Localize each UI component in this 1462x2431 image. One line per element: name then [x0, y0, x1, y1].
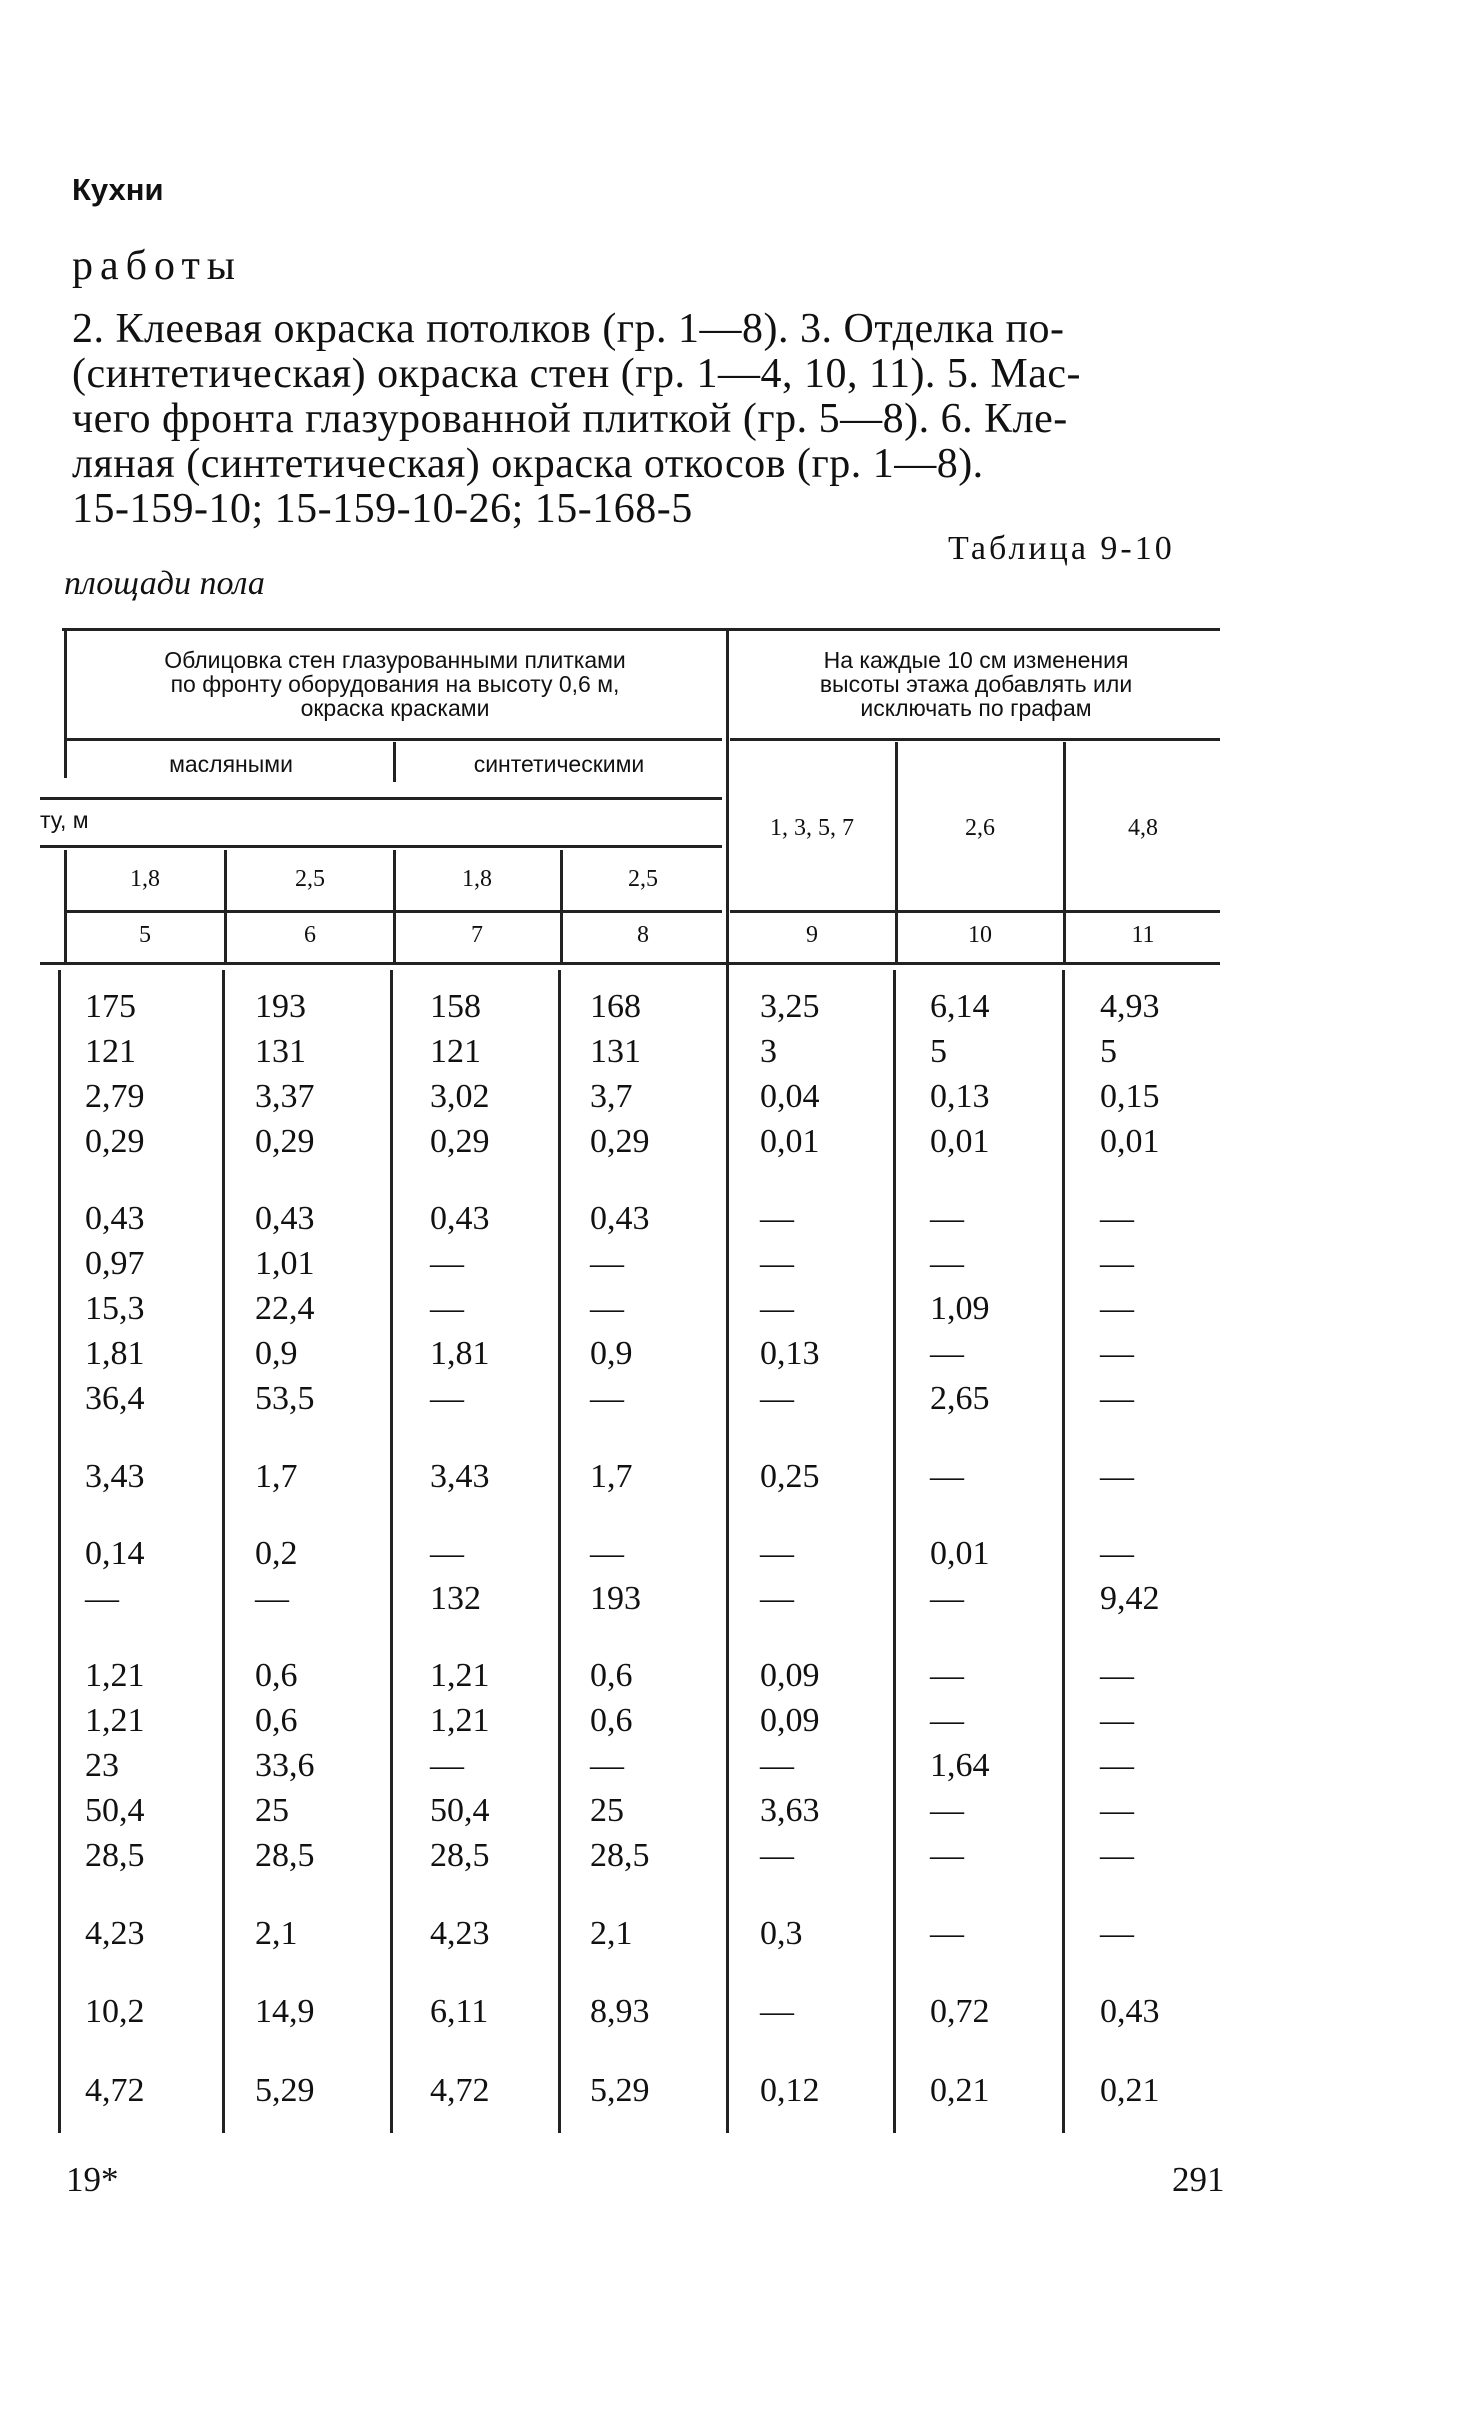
floor-col-9: 1, 3, 5, 7	[770, 815, 854, 841]
table-cell: 3,37	[255, 1078, 315, 1115]
header-rule-a	[66, 738, 722, 741]
intro-line-1: 2. Клеевая окраска потолков (гр. 1—8). 3. Отделка по-	[72, 306, 1065, 352]
table-cell: —	[1100, 1535, 1134, 1572]
table-cell: —	[1100, 1380, 1134, 1417]
table-cell: 5	[930, 1033, 947, 1070]
table-cell: —	[1100, 1290, 1134, 1327]
table-cell: 0,21	[930, 2072, 990, 2109]
table-cell: —	[760, 1580, 794, 1617]
footer-signature: 19*	[66, 2160, 119, 2199]
body-divider-6-7	[390, 970, 393, 2133]
group-header-cladding	[70, 648, 720, 720]
height-label-rule	[40, 845, 722, 848]
table-cell: 121	[430, 1033, 481, 1070]
table-cell: 3,43	[85, 1458, 145, 1495]
table-cell: 28,5	[255, 1837, 315, 1874]
table-cell: 3,25	[760, 988, 820, 1025]
table-cell: —	[1100, 1915, 1134, 1952]
table-cell: —	[1100, 1335, 1134, 1372]
group-header-floor-line-3: исключать по графам	[860, 695, 1092, 721]
table-cell: —	[760, 1993, 794, 2030]
table-cell: —	[1100, 1657, 1134, 1694]
table-cell: —	[760, 1245, 794, 1282]
table-cell: 50,4	[430, 1792, 490, 1829]
table-cell: 0,01	[930, 1123, 990, 1160]
table-cell: 1,7	[590, 1458, 633, 1495]
table-cell: 0,12	[760, 2072, 820, 2109]
group-divider	[726, 628, 729, 2133]
table-cell: 0,13	[760, 1335, 820, 1372]
intro-line-3: чего фронта глазурованной плиткой (гр. 5—8). 6. Кле-	[72, 396, 1068, 442]
table-cell: 4,23	[430, 1915, 490, 1952]
table-cell: —	[430, 1535, 464, 1572]
table-cell: —	[1100, 1702, 1134, 1739]
table-cell: 3,63	[760, 1792, 820, 1829]
table-cell: 5	[1100, 1033, 1117, 1070]
intro-line-4: ляная (синтетическая) окраска откосов (гр. 1—8).	[72, 441, 984, 487]
table-cell: 25	[255, 1792, 289, 1829]
height-col-8: 2,5	[628, 866, 658, 892]
table-cell: —	[930, 1915, 964, 1952]
table-cell: —	[1100, 1200, 1134, 1237]
table-cell: 2,1	[590, 1915, 633, 1952]
table-cell: —	[760, 1535, 794, 1572]
table-cell: 121	[85, 1033, 136, 1070]
table-cell: 28,5	[85, 1837, 145, 1874]
table-cell: 1,09	[930, 1290, 990, 1327]
table-cell: 28,5	[430, 1837, 490, 1874]
table-cell: 2,79	[85, 1078, 145, 1115]
left-rule-lower	[64, 850, 67, 962]
table-cell: 0,13	[930, 1078, 990, 1115]
table-cell: 0,6	[255, 1702, 298, 1739]
group-header-floor-line-2: высоты этажа добавлять или	[819, 671, 1133, 697]
table-cell: 23	[85, 1747, 119, 1784]
table-cell: 8,93	[590, 1993, 650, 2030]
group-header-cladding-line-2: по фронту оборудования на высоту 0,6 м,	[170, 671, 620, 697]
height-col-6: 2,5	[295, 866, 325, 892]
table-cell: 0,43	[430, 1200, 490, 1237]
section-header: Кухни	[72, 172, 164, 207]
table-cell: —	[430, 1747, 464, 1784]
table-cell: —	[760, 1747, 794, 1784]
table-cell: 3,7	[590, 1078, 633, 1115]
table-cell: 9,42	[1100, 1580, 1160, 1617]
body-divider-5-6	[222, 970, 225, 2133]
group-header-cladding-line-3: окраска красками	[300, 695, 490, 721]
table-cell: 1,21	[85, 1657, 145, 1694]
floor-col-11: 4,8	[1128, 815, 1158, 841]
header-rule-b	[730, 738, 1220, 741]
table-cell: 0,01	[760, 1123, 820, 1160]
table-cell: 4,93	[1100, 988, 1160, 1025]
table-cell: 0,29	[85, 1123, 145, 1160]
table-cell: 53,5	[255, 1380, 315, 1417]
col-number-6: 6	[304, 922, 316, 948]
table-cell: 1,01	[255, 1245, 315, 1282]
col-number-7: 7	[471, 922, 483, 948]
table-cell: 5,29	[590, 2072, 650, 2109]
table-cell: —	[930, 1792, 964, 1829]
floor-col-10: 2,6	[965, 815, 995, 841]
table-cell: 175	[85, 988, 136, 1025]
table-cell: —	[760, 1200, 794, 1237]
table-cell: 0,72	[930, 1993, 990, 2030]
table-cell: 3,43	[430, 1458, 490, 1495]
table-cell: 5,29	[255, 2072, 315, 2109]
group-header-floor-height	[732, 648, 1220, 720]
table-cell: —	[1100, 1792, 1134, 1829]
subheader-oil: масляными	[169, 751, 293, 777]
table-cell: 28,5	[590, 1837, 650, 1874]
table-cell: 1,21	[85, 1702, 145, 1739]
table-cell: 193	[255, 988, 306, 1025]
col-number-5: 5	[139, 922, 151, 948]
table-cell: 0,97	[85, 1245, 145, 1282]
table-cell: 22,4	[255, 1290, 315, 1327]
table-cell: —	[430, 1290, 464, 1327]
body-divider-10-11	[1062, 970, 1065, 2133]
table-cell: 0,09	[760, 1702, 820, 1739]
table-cell: 0,3	[760, 1915, 803, 1952]
table-cell: 0,29	[255, 1123, 315, 1160]
table-cell: —	[430, 1380, 464, 1417]
table-cell: 0,15	[1100, 1078, 1160, 1115]
col-number-10: 10	[968, 922, 992, 948]
table-cell: —	[760, 1837, 794, 1874]
table-cell: 0,6	[590, 1702, 633, 1739]
area-label: площади пола	[64, 565, 265, 602]
table-cell: —	[590, 1245, 624, 1282]
table-cell: 0,43	[255, 1200, 315, 1237]
col-number-11: 11	[1131, 922, 1155, 948]
col-divider-5-6-head	[224, 850, 227, 962]
table-cell: 0,43	[85, 1200, 145, 1237]
table-cell: 1,81	[85, 1335, 145, 1372]
left-rule-upper	[64, 628, 67, 778]
table-cell: —	[930, 1245, 964, 1282]
table-cell: 131	[255, 1033, 306, 1070]
table-cell: —	[1100, 1245, 1134, 1282]
table-cell: 132	[430, 1580, 481, 1617]
table-cell: 33,6	[255, 1747, 315, 1784]
height-col-7: 1,8	[462, 866, 492, 892]
group-header-cladding-line-1: Облицовка стен глазурованными плитками	[164, 647, 626, 673]
height-col-5: 1,8	[130, 866, 160, 892]
table-cell: 131	[590, 1033, 641, 1070]
table-cell: 193	[590, 1580, 641, 1617]
table-cell: —	[760, 1380, 794, 1417]
intro-line-5: 15-159-10; 15-159-10-26; 15-168-5	[72, 486, 693, 532]
table-cell: 0,9	[590, 1335, 633, 1372]
table-cell: 0,29	[590, 1123, 650, 1160]
table-cell: —	[430, 1245, 464, 1282]
table-cell: 6,11	[430, 1993, 489, 2030]
table-cell: —	[760, 1290, 794, 1327]
table-cell: 0,01	[930, 1535, 990, 1572]
works-heading: работы	[72, 243, 243, 289]
col-numbers-rule	[40, 962, 1220, 965]
table-cell: 3,02	[430, 1078, 490, 1115]
subheader-rule	[40, 797, 722, 800]
table-cell: 0,6	[590, 1657, 633, 1694]
table-cell: 0,21	[1100, 2072, 1160, 2109]
table-cell: 1,7	[255, 1458, 298, 1495]
table-title: Таблица 9-10	[948, 530, 1175, 567]
table-cell: 1,64	[930, 1747, 990, 1784]
table-top-rule	[62, 628, 1220, 631]
table-cell: 1,21	[430, 1657, 490, 1694]
table-cell: 0,6	[255, 1657, 298, 1694]
intro-line-2: (синтетическая) окраска стен (гр. 1—4, 10, 11). 5. Мас-	[72, 351, 1082, 397]
table-cell: 1,21	[430, 1702, 490, 1739]
floor-cols-rule	[730, 910, 1220, 913]
table-cell: 36,4	[85, 1380, 145, 1417]
table-cell: 6,14	[930, 988, 990, 1025]
table-cell: 0,01	[1100, 1123, 1160, 1160]
col-number-8: 8	[637, 922, 649, 948]
table-cell: —	[85, 1580, 119, 1617]
table-cell: —	[1100, 1458, 1134, 1495]
table-cell: 0,09	[760, 1657, 820, 1694]
subheader-synthetic: синтетическими	[473, 751, 645, 777]
table-cell: 2,1	[255, 1915, 298, 1952]
table-cell: —	[1100, 1837, 1134, 1874]
table-cell: —	[590, 1380, 624, 1417]
table-cell: 2,65	[930, 1380, 990, 1417]
table-cell: 10,2	[85, 1993, 145, 2030]
table-cell: 1,81	[430, 1335, 490, 1372]
table-cell: 0,9	[255, 1335, 298, 1372]
table-cell: 14,9	[255, 1993, 315, 2030]
group-header-floor-line-1: На каждые 10 см изменения	[823, 647, 1129, 673]
table-cell: —	[930, 1580, 964, 1617]
body-divider-7-8	[558, 970, 561, 2133]
col-number-9: 9	[806, 922, 818, 948]
table-cell: —	[930, 1657, 964, 1694]
table-cell: —	[930, 1837, 964, 1874]
table-cell: —	[930, 1702, 964, 1739]
table-cell: 0,04	[760, 1078, 820, 1115]
height-label: ту, м	[40, 807, 89, 833]
table-cell: 0,25	[760, 1458, 820, 1495]
table-cell: 3	[760, 1033, 777, 1070]
table-cell: 15,3	[85, 1290, 145, 1327]
table-cell: —	[590, 1747, 624, 1784]
table-cell: 0,29	[430, 1123, 490, 1160]
table-cell: 25	[590, 1792, 624, 1829]
table-cell: 0,14	[85, 1535, 145, 1572]
table-cell: 0,43	[590, 1200, 650, 1237]
table-cell: 4,72	[85, 2072, 145, 2109]
table-cell: 4,23	[85, 1915, 145, 1952]
page-number: 291	[1172, 2160, 1225, 2199]
table-cell: —	[930, 1335, 964, 1372]
body-left-rule	[58, 970, 61, 2133]
table-cell: —	[255, 1580, 289, 1617]
body-divider-9-10	[893, 970, 896, 2133]
table-cell: 50,4	[85, 1792, 145, 1829]
table-cell: 0,2	[255, 1535, 298, 1572]
table-cell: —	[930, 1200, 964, 1237]
table-cell: 0,43	[1100, 1993, 1160, 2030]
table-cell: —	[590, 1290, 624, 1327]
table-cell: 168	[590, 988, 641, 1025]
table-cell: —	[590, 1535, 624, 1572]
table-cell: —	[1100, 1747, 1134, 1784]
table-cell: 4,72	[430, 2072, 490, 2109]
table-cell: 158	[430, 988, 481, 1025]
table-cell: —	[930, 1458, 964, 1495]
